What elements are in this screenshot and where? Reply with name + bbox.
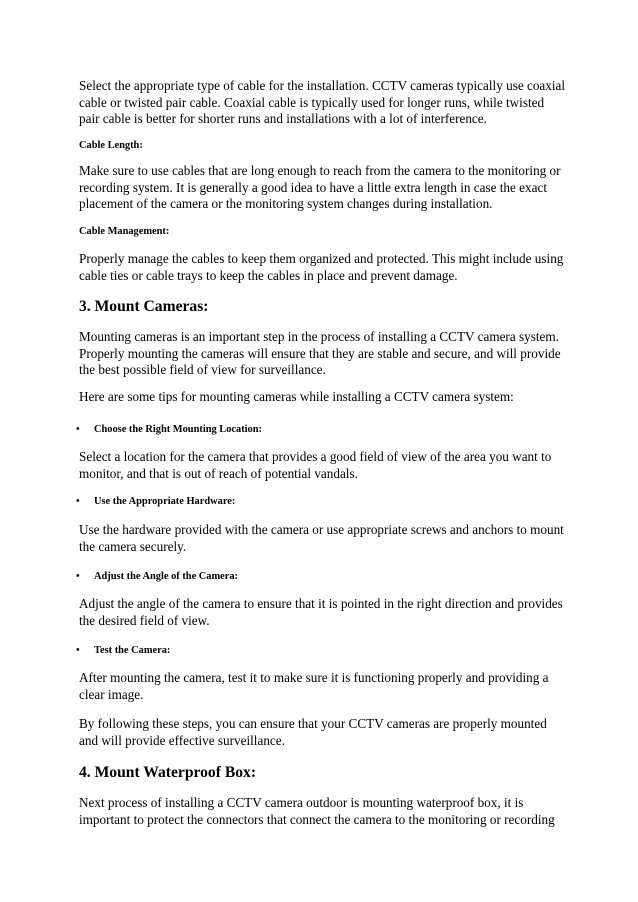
cable-length-paragraph: Make sure to use cables that are long enough to reach from the camera to the monitoring or recording system. It is generally a good idea to have a little extra length in case the exact placement of the camera or the monitoring system changes during installation. xyxy=(79,163,561,212)
section-3-intro: Mounting cameras is an important step in the process of installing a CCTV camera system. Properly mounting the cameras will ensure that they are stable and secure, and will provide the best possible field of view for surveillance. xyxy=(79,329,561,378)
tip-text: After mounting the camera, test it to make sure it is functioning properly and providing a clear image. xyxy=(79,670,549,702)
cable-type-paragraph: Select the appropriate type of cable for the installation. CCTV cameras typically use coaxial cable or twisted pair cable. Coaxial cable is typically used for longer runs, while twisted pair cable is better for shorter runs and installations with a lot of interference. xyxy=(79,78,566,127)
cable-management-heading: Cable Management: xyxy=(79,226,170,237)
section-3-conclusion: By following these steps, you can ensure that your CCTV cameras are properly mounted and will provide effective surveillance. xyxy=(79,716,547,748)
cable-length-heading: Cable Length: xyxy=(79,140,143,151)
section-4-heading: 4. Mount Waterproof Box: xyxy=(79,764,257,781)
tip-title: Choose the Right Mounting Location: xyxy=(94,424,262,435)
tips-intro: Here are some tips for mounting cameras while installing a CCTV camera system: xyxy=(79,389,514,404)
bullet-icon: • xyxy=(76,496,80,507)
section-4-intro: Next process of installing a CCTV camera outdoor is mounting waterproof box, it is important to protect the connectors that connect the camera to the monitoring or recording xyxy=(79,795,555,827)
section-3-heading: 3. Mount Cameras: xyxy=(79,298,209,315)
tip-text: Select a location for the camera that provides a good field of view of the area you want to monitor, and that is out of reach of potential vandals. xyxy=(79,449,552,481)
tip-text: Adjust the angle of the camera to ensure that it is pointed in the right direction and provides the desired field of view. xyxy=(79,596,563,628)
bullet-icon: • xyxy=(76,571,80,582)
tip-title: Test the Camera: xyxy=(94,645,171,656)
bullet-icon: • xyxy=(76,645,80,656)
tip-title: Use the Appropriate Hardware: xyxy=(94,496,236,507)
bullet-icon: • xyxy=(76,424,80,435)
tip-title: Adjust the Angle of the Camera: xyxy=(94,571,239,582)
tip-text: Use the hardware provided with the camera or use appropriate screws and anchors to mount the camera securely. xyxy=(79,522,564,554)
cable-management-paragraph: Properly manage the cables to keep them organized and protected. This might include using cable ties or cable trays to keep the cables in place and prevent damage. xyxy=(79,251,564,283)
